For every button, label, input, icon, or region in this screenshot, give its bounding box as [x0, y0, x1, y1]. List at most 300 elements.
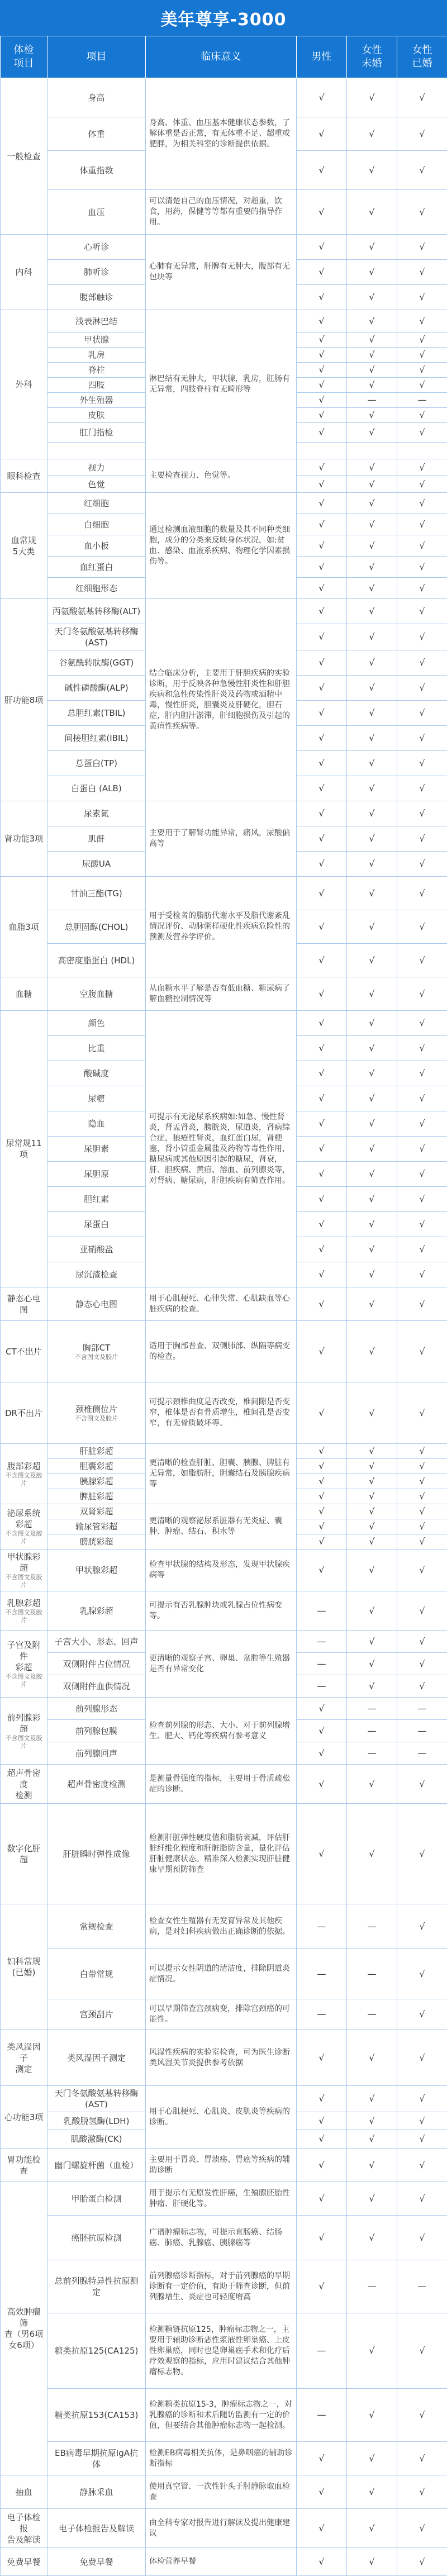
- male-check: √: [297, 1011, 347, 1036]
- table-row: [1, 599, 447, 624]
- category-label: 甲状腺彩超: [7, 1552, 40, 1573]
- female-married-check: √: [397, 1061, 447, 1086]
- female-unmarried-check: √: [347, 1212, 397, 1237]
- item-cell: [47, 1489, 146, 1504]
- category-label: DR不出片: [5, 1408, 42, 1418]
- category-cell: [1, 2149, 47, 2182]
- category-note: 不含图文及胶片: [4, 1530, 44, 1546]
- table-row: [1, 1765, 447, 1804]
- item-cell: [47, 1504, 146, 1519]
- table-row: [1, 1949, 447, 1999]
- clinical-meaning-cell: 可以早期筛查宫颈病变，排除宫颈癌的可能性。: [146, 1999, 297, 2030]
- female-unmarried-check: √: [347, 1591, 397, 1631]
- item-cell: [47, 1519, 146, 1534]
- female-unmarried-check: √: [347, 2475, 397, 2509]
- male-check: √: [297, 2548, 347, 2576]
- male-check: √: [297, 2475, 347, 2509]
- item-label: 酸碱度: [51, 1068, 142, 1079]
- item-cell: [47, 2112, 146, 2130]
- clinical-meaning-cell: 主要用于了解肾功能异常，痛风，尿酸偏高等: [146, 801, 297, 877]
- clinical-meaning-cell: 可以清楚自己的血压情况，对超重，饮食，用药，保健等等都有重要的指导作用。: [146, 190, 297, 235]
- male-check: √: [297, 1765, 347, 1804]
- item-cell: [47, 2475, 146, 2509]
- female-unmarried-check: √: [347, 514, 397, 535]
- female-married-check: √: [397, 1162, 447, 1187]
- male-check: √: [297, 78, 347, 117]
- female-unmarried-check: √: [347, 2548, 397, 2576]
- item-cell: [47, 801, 146, 826]
- category-cell: [1, 310, 47, 459]
- female-married-check: √: [397, 1653, 447, 1675]
- category-cell: [1, 801, 47, 877]
- female-unmarried-check: √: [347, 493, 397, 514]
- female-unmarried-check: √: [347, 2313, 397, 2389]
- category-label: 子宫及附件 彩超: [7, 1640, 40, 1672]
- item-label: 肝脏瞬时弹性成像: [51, 1848, 142, 1860]
- category-label: 肝功能8项: [4, 695, 44, 705]
- female-unmarried-check: —: [347, 2260, 397, 2313]
- female-unmarried-check: —: [347, 1949, 397, 1999]
- item-label: 碱性磷酸酶(ALP): [51, 682, 142, 693]
- table-header-row: [1, 36, 447, 78]
- male-check: √: [297, 1187, 347, 1212]
- category-label: 乳腺彩超: [7, 1598, 40, 1608]
- item-cell: [47, 1698, 146, 1720]
- item-cell: [47, 2260, 146, 2313]
- item-label: 天门冬氨酸氨基转移酶(AST): [51, 626, 142, 648]
- page-title: 美年尊享-3000: [0, 0, 447, 36]
- item-label: 前列腺回声: [51, 1748, 142, 1759]
- male-check: √: [297, 1742, 347, 1765]
- male-check: √: [297, 1212, 347, 1237]
- female-married-check: √: [397, 1591, 447, 1631]
- table-row: [1, 2086, 447, 2112]
- male-check: √: [297, 826, 347, 852]
- item-cell: [47, 1444, 146, 1459]
- female-unmarried-check: √: [347, 2442, 397, 2475]
- male-check: √: [297, 726, 347, 751]
- item-label: 胆红素: [51, 1194, 142, 1205]
- item-label: 脊柱: [51, 364, 142, 376]
- male-check: √: [297, 332, 347, 348]
- item-label: 子宫大小、形态、回声: [51, 1636, 142, 1647]
- male-check: √: [297, 2442, 347, 2475]
- female-unmarried-check: —: [347, 1904, 397, 1949]
- female-unmarried-check: √: [347, 310, 397, 332]
- category-cell: [1, 1504, 47, 1550]
- female-unmarried-check: —: [347, 393, 397, 408]
- item-cell: [47, 751, 146, 776]
- category-note: 不含图文及胶片: [4, 1673, 44, 1689]
- item-cell: [47, 1591, 146, 1631]
- female-unmarried-check: √: [347, 1137, 397, 1162]
- female-married-check: √: [397, 1262, 447, 1287]
- male-check: √: [297, 624, 347, 650]
- clinical-meaning-cell: 检测糖类抗原15-3，肿瘤标志物之一，对乳腺癌的诊断和术后随访监测有一定的价值，但要结合其他肿瘤标志物一起检测。: [146, 2389, 297, 2442]
- female-married-check: √: [397, 2548, 447, 2576]
- category-cell: [1, 977, 47, 1011]
- item-label: 肌酸激酶(CK): [51, 2133, 142, 2145]
- female-married-check: [397, 443, 447, 459]
- female-married-check: √: [397, 852, 447, 877]
- category-label: CT不出片: [6, 1347, 42, 1357]
- female-unmarried-check: √: [347, 1504, 397, 1519]
- category-cell: [1, 78, 47, 235]
- item-cell: [47, 2389, 146, 2442]
- item-cell: [47, 535, 146, 557]
- male-check: √: [297, 776, 347, 801]
- male-check: —: [297, 1591, 347, 1631]
- item-label: 脾脏彩超: [51, 1491, 142, 1502]
- item-cell: [47, 2086, 146, 2112]
- male-check: √: [297, 151, 347, 190]
- female-unmarried-check: √: [347, 2149, 397, 2182]
- female-unmarried-check: √: [347, 459, 397, 476]
- female-unmarried-check: √: [347, 285, 397, 310]
- female-married-check: √: [397, 2442, 447, 2475]
- item-cell: [47, 1321, 146, 1382]
- category-label: 电子体检报 告及解读: [7, 2512, 40, 2545]
- female-married-check: √: [397, 117, 447, 151]
- exam-package-table: [0, 36, 447, 2576]
- female-married-check: √: [397, 514, 447, 535]
- table-row: [1, 2389, 447, 2442]
- female-unmarried-check: √: [347, 2182, 397, 2216]
- item-cell: [47, 476, 146, 493]
- category-cell: [1, 1591, 47, 1631]
- male-check: √: [297, 1534, 347, 1550]
- male-check: √: [297, 2030, 347, 2086]
- category-label: 肾功能3项: [4, 834, 44, 844]
- female-unmarried-check: √: [347, 1162, 397, 1187]
- female-married-check: —: [397, 393, 447, 408]
- female-unmarried-check: √: [347, 2112, 397, 2130]
- female-unmarried-check: √: [347, 726, 397, 751]
- male-check: √: [297, 285, 347, 310]
- item-label: 宫颈刮片: [51, 2009, 142, 2020]
- female-married-check: √: [397, 2475, 447, 2509]
- item-label: 外生殖器: [51, 395, 142, 406]
- item-cell: [47, 332, 146, 348]
- female-married-check: √: [397, 977, 447, 1011]
- female-married-check: —: [397, 1742, 447, 1765]
- female-unmarried-check: √: [347, 977, 397, 1011]
- item-label: 总胆固醇(CHOL): [51, 921, 142, 933]
- category-cell: [1, 2030, 47, 2086]
- item-cell: [47, 1061, 146, 1086]
- table-row: [1, 2548, 447, 2576]
- clinical-meaning-cell: 更清晰的观察泌尿系脏器有无炎症、囊肿、肿瘤、结石、积水等: [146, 1504, 297, 1550]
- female-unmarried-check: √: [347, 1489, 397, 1504]
- item-cell: [47, 1459, 146, 1474]
- item-label: 颈椎侧位片: [51, 1404, 142, 1415]
- item-cell: [47, 1212, 146, 1237]
- male-check: √: [297, 378, 347, 393]
- item-label: 尿沉渣检查: [51, 1269, 142, 1280]
- female-unmarried-check: √: [347, 944, 397, 977]
- female-unmarried-check: √: [347, 1534, 397, 1550]
- clinical-meaning-cell: 检测糖链抗原125，肿瘤标志物之一，主要用于辅助诊断恶性浆液性卵巢癌、上皮性卵巢癌，同时也是卵巢癌手术和化疗后疗效观察的指标，应用时建议结合其他肿瘤标志物。: [146, 2313, 297, 2389]
- item-label: 电子体检报告及解读: [51, 2523, 142, 2534]
- female-married-check: √: [397, 1187, 447, 1212]
- category-label: 类风湿因子 测定: [7, 2042, 40, 2074]
- female-married-check: √: [397, 726, 447, 751]
- clinical-meaning-cell: 可以提示女性阴道的清洁度，排除阴道炎症情况。: [146, 1949, 297, 1999]
- female-unmarried-check: √: [347, 2389, 397, 2442]
- female-unmarried-check: —: [347, 1720, 397, 1742]
- male-check: √: [297, 1444, 347, 1459]
- clinical-meaning-cell: 检测EB病毒相关抗体，是鼻咽癌的辅助诊断指标: [146, 2442, 297, 2475]
- female-unmarried-check: √: [347, 408, 397, 423]
- item-label: 尿糖: [51, 1093, 142, 1104]
- female-unmarried-check: √: [347, 676, 397, 701]
- category-label: 超声骨密度 检测: [7, 1768, 40, 1800]
- male-check: √: [297, 1550, 347, 1591]
- table-row: [1, 1011, 447, 1036]
- female-unmarried-check: √: [347, 378, 397, 393]
- male-check: √: [297, 514, 347, 535]
- male-check: √: [297, 578, 347, 599]
- female-married-check: √: [397, 1287, 447, 1321]
- clinical-meaning-cell: 更清晰的检查肝脏、胆囊、胰腺、脾脏有无异常，如脂肪肝，胆囊结石及胰腺疾病等: [146, 1444, 297, 1504]
- item-label: 总蛋白(TP): [51, 758, 142, 769]
- item-cell: [47, 378, 146, 393]
- item-label: 总胆红素(TBIL): [51, 707, 142, 719]
- female-unmarried-check: √: [347, 1474, 397, 1489]
- item-label: 色觉: [51, 479, 142, 490]
- female-married-check: √: [397, 1382, 447, 1444]
- item-label: 常规检查: [51, 1921, 142, 1932]
- female-married-check: √: [397, 1137, 447, 1162]
- female-married-check: √: [397, 235, 447, 260]
- male-check: √: [297, 2086, 347, 2112]
- male-check: √: [297, 852, 347, 877]
- item-cell: [47, 1742, 146, 1765]
- female-unmarried-check: √: [347, 557, 397, 578]
- item-cell: [47, 1287, 146, 1321]
- clinical-meaning-cell: 心肺有无异常，肝脾有无肿大，腹部有无包块等: [146, 235, 297, 310]
- item-cell: [47, 2182, 146, 2216]
- female-unmarried-check: √: [347, 476, 397, 493]
- item-label: 胆囊彩超: [51, 1461, 142, 1472]
- clinical-meaning-cell: 风湿性疾病的实验室检查，可为医生诊断类风湿关节炎提供参考依据: [146, 2030, 297, 2086]
- table-row: [1, 1321, 447, 1382]
- category-label: 泌尿系统 彩超: [7, 1508, 40, 1529]
- female-unmarried-check: √: [347, 776, 397, 801]
- female-unmarried-check: √: [347, 1237, 397, 1262]
- table-row: [1, 1804, 447, 1904]
- male-check: √: [297, 2216, 347, 2260]
- category-cell: [1, 2182, 47, 2475]
- item-cell: [47, 363, 146, 378]
- item-cell: [47, 877, 146, 910]
- item-label: 尿胆素: [51, 1143, 142, 1154]
- table-row: [1, 1999, 447, 2030]
- item-label: 双侧附件血供情况: [51, 1681, 142, 1692]
- table-row: [1, 235, 447, 260]
- category-cell: [1, 2475, 47, 2509]
- female-married-check: √: [397, 1321, 447, 1382]
- female-married-check: √: [397, 1489, 447, 1504]
- item-cell: [47, 1262, 146, 1287]
- item-label: 类风湿因子测定: [51, 2052, 142, 2064]
- female-married-check: √: [397, 944, 447, 977]
- item-label: 四肢: [51, 379, 142, 391]
- female-married-check: √: [397, 151, 447, 190]
- clinical-meaning-cell: 从血糖水平了解是否有低血糖、糖尿病了解血糖控制情况等: [146, 977, 297, 1011]
- male-check: —: [297, 1631, 347, 1653]
- female-married-check: √: [397, 599, 447, 624]
- female-married-check: √: [397, 2216, 447, 2260]
- item-label: EB病毒早期抗原IgA抗体: [51, 2447, 142, 2470]
- female-unmarried-check: √: [347, 2509, 397, 2548]
- item-label: 癌胚抗原检测: [51, 2232, 142, 2244]
- item-label: 心听诊: [51, 241, 142, 253]
- male-check: √: [297, 1237, 347, 1262]
- female-unmarried-check: —: [347, 1999, 397, 2030]
- female-unmarried-check: √: [347, 578, 397, 599]
- male-check: √: [297, 1804, 347, 1904]
- female-married-check: √: [397, 877, 447, 910]
- clinical-meaning-cell: 可提示颈椎曲度是否改变，椎间隙是否变窄，椎体是否有骨质增生，椎间孔是否变窄，有无骨质破坏等。: [146, 1382, 297, 1444]
- female-married-check: √: [397, 1474, 447, 1489]
- item-label: 视力: [51, 462, 142, 473]
- category-label: 数字化肝超: [7, 1843, 40, 1865]
- clinical-meaning-cell: 主要用于胃炎、胃溃疡、胃癌等疾病的辅助诊断: [146, 2149, 297, 2182]
- female-unmarried-check: √: [347, 235, 397, 260]
- item-cell: [47, 514, 146, 535]
- female-unmarried-check: √: [347, 1631, 397, 1653]
- male-check: √: [297, 1137, 347, 1162]
- female-married-check: √: [397, 1904, 447, 1949]
- female-married-check: √: [397, 1675, 447, 1698]
- male-check: —: [297, 2313, 347, 2389]
- female-unmarried-check: √: [347, 363, 397, 378]
- item-cell: [47, 285, 146, 310]
- item-cell: [47, 1675, 146, 1698]
- item-cell: [47, 1999, 146, 2030]
- female-unmarried-check: √: [347, 1061, 397, 1086]
- item-cell: [47, 408, 146, 423]
- female-unmarried-check: √: [347, 1086, 397, 1111]
- male-check: √: [297, 1382, 347, 1444]
- item-label: 甲状腺: [51, 334, 142, 345]
- item-cell: [47, 2313, 146, 2389]
- female-married-check: √: [397, 408, 447, 423]
- male-check: √: [297, 1287, 347, 1321]
- item-cell: [47, 235, 146, 260]
- female-married-check: √: [397, 701, 447, 726]
- clinical-meaning-cell: 是测量骨强度的指标，主要用于骨质疏松症的诊断。: [146, 1765, 297, 1804]
- category-label: 尿常规11项: [6, 1138, 41, 1159]
- clinical-meaning-cell: 检查前列腺的形态、大小、对于前列腺增生、肥大、钙化等疾病有参考意义: [146, 1698, 297, 1765]
- male-check: √: [297, 910, 347, 944]
- male-check: √: [297, 599, 347, 624]
- item-cell: [47, 2548, 146, 2576]
- category-cell: [1, 493, 47, 599]
- male-check: √: [297, 393, 347, 408]
- item-note: 不含图文及胶片: [51, 1353, 142, 1361]
- item-label: 甘油三酯(TG): [51, 888, 142, 899]
- header-female-unmarried: 女性 未婚: [347, 36, 397, 78]
- male-check: √: [297, 2182, 347, 2216]
- item-cell: [47, 624, 146, 650]
- item-label: 体重: [51, 129, 142, 140]
- item-cell: [47, 2130, 146, 2149]
- female-married-check: √: [397, 2149, 447, 2182]
- male-check: √: [297, 2112, 347, 2130]
- female-married-check: √: [397, 459, 447, 476]
- item-cell: [47, 2442, 146, 2475]
- category-label: 血常规 5大类: [11, 535, 36, 557]
- female-married-check: —: [397, 2260, 447, 2313]
- male-check: √: [297, 459, 347, 476]
- item-cell: [47, 826, 146, 852]
- table-row: [1, 1287, 447, 1321]
- female-married-check: √: [397, 363, 447, 378]
- item-cell: [47, 1474, 146, 1489]
- category-label: 高效肿瘤筛 查（男6项 女6项）: [4, 2307, 44, 2350]
- clinical-meaning-cell: 适用于胸部普查、双侧肺部、纵隔等病变的检查。: [146, 1321, 297, 1382]
- item-cell: [47, 443, 146, 459]
- item-label: 肛门指检: [51, 427, 142, 438]
- male-check: √: [297, 701, 347, 726]
- item-label: 尿胆原: [51, 1168, 142, 1180]
- female-married-check: √: [397, 1444, 447, 1459]
- female-unmarried-check: √: [347, 2086, 397, 2112]
- item-cell: [47, 701, 146, 726]
- female-married-check: √: [397, 423, 447, 443]
- male-check: √: [297, 235, 347, 260]
- male-check: √: [297, 1086, 347, 1111]
- clinical-meaning-cell: 主要检查视力、色觉等。: [146, 459, 297, 493]
- female-unmarried-check: √: [347, 877, 397, 910]
- header-female-married: 女性 已婚: [397, 36, 447, 78]
- female-unmarried-check: √: [347, 1011, 397, 1036]
- category-cell: [1, 2548, 47, 2576]
- item-label: 尿蛋白: [51, 1219, 142, 1230]
- item-label: 体重指数: [51, 165, 142, 176]
- item-cell: [47, 977, 146, 1011]
- female-married-check: √: [397, 776, 447, 801]
- item-label: 免费早餐: [51, 2556, 142, 2568]
- category-note: 不含图文及胶片: [4, 1609, 44, 1624]
- female-married-check: √: [397, 493, 447, 514]
- female-married-check: √: [397, 751, 447, 776]
- female-unmarried-check: √: [347, 751, 397, 776]
- item-cell: [47, 1631, 146, 1653]
- male-check: √: [297, 2149, 347, 2182]
- header-item: 项目: [47, 36, 146, 78]
- category-label: 外科: [15, 379, 32, 389]
- female-married-check: √: [397, 78, 447, 117]
- item-cell: [47, 1011, 146, 1036]
- female-unmarried-check: √: [347, 1519, 397, 1534]
- female-married-check: √: [397, 1519, 447, 1534]
- category-cell: [1, 1904, 47, 2030]
- male-check: √: [297, 1321, 347, 1382]
- item-label: 空腹血糖: [51, 988, 142, 1000]
- item-cell: [47, 310, 146, 332]
- male-check: √: [297, 190, 347, 235]
- female-unmarried-check: √: [347, 151, 397, 190]
- item-label: 浅表淋巴结: [51, 316, 142, 327]
- female-married-check: √: [397, 1999, 447, 2030]
- female-married-check: √: [397, 1212, 447, 1237]
- item-cell: [47, 1086, 146, 1111]
- female-unmarried-check: √: [347, 1382, 397, 1444]
- female-married-check: √: [397, 826, 447, 852]
